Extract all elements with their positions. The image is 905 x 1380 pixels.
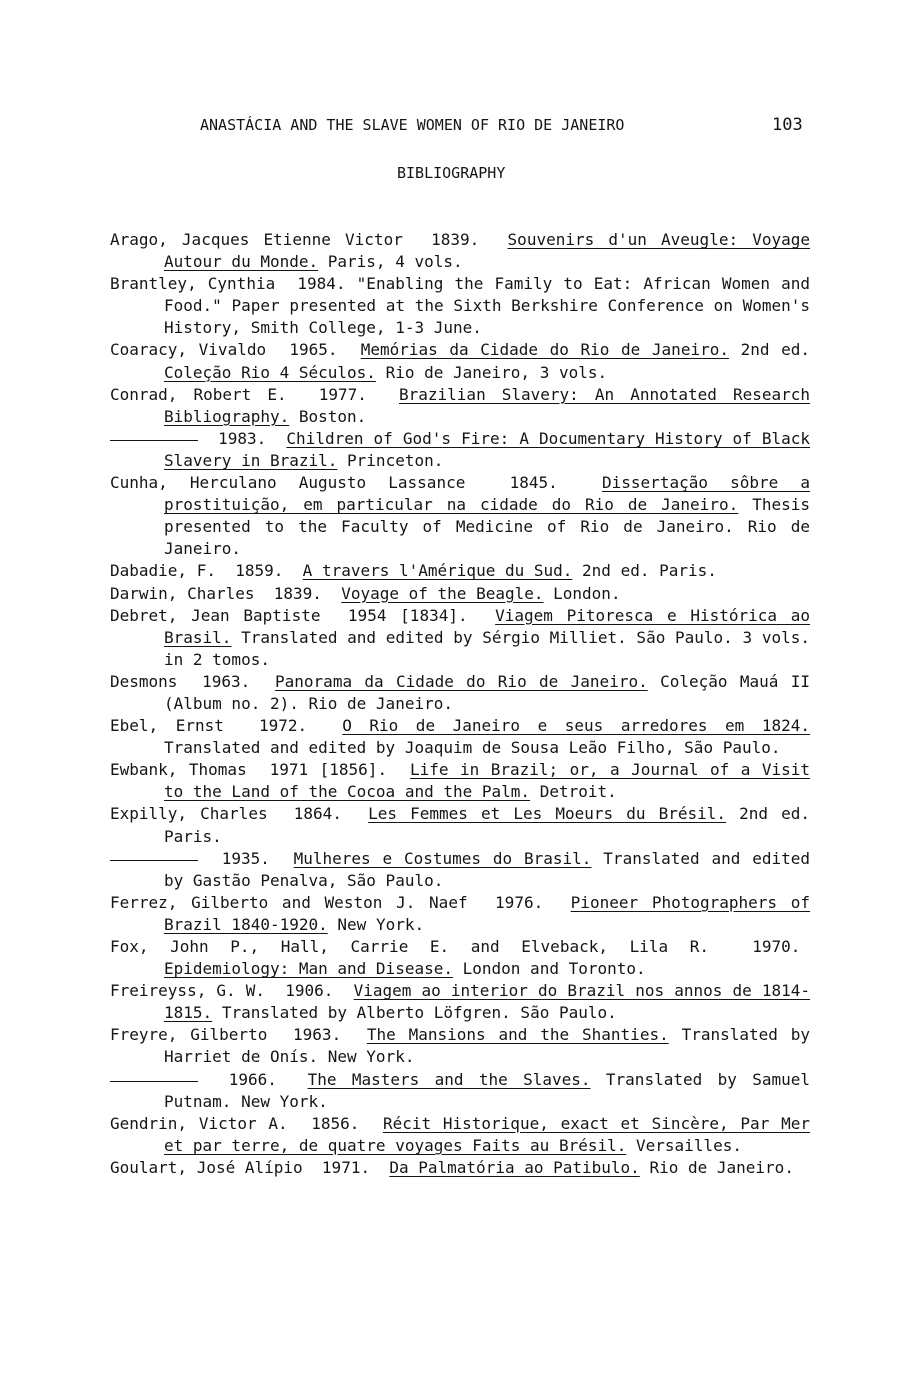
entry-title: O Rio de Janeiro e seus arredores em 1824. [342,716,811,736]
bibliography-entry [110,759,810,803]
entry-title: Voyage of the Beagle. [341,583,544,603]
entry-author: Desmons [110,671,178,691]
entry-series-title: Coleção Rio 4 Séculos. [164,362,376,382]
entry-year: 1906. [285,981,334,1001]
repeated-author-dash [110,860,198,861]
bibliography-entry [110,936,810,980]
entry-title: Children of God's Fire: A Documentary History of Black Slavery in Brazil. [164,428,811,470]
entry-title: Da Palmatória ao Patibulo. [389,1157,640,1177]
bibliography-entry [110,671,810,715]
entry-publication: "Enabling the Family to Eat: African Women and Food." Paper presented at the Sixth Berkshire Conference on Women's History, Smith College, 1-3 June. [164,274,810,338]
entry-publication: Versailles. [636,1135,742,1155]
entry-title: Panorama da Cidade do Rio de Janeiro. [275,671,648,691]
bibliography-entry [110,848,810,892]
repeated-author-dash [110,1081,198,1082]
entry-year: 1859. [235,561,284,581]
entry-publication: Translated and edited by Joaquim de Sousa Leão Filho, São Paulo. [164,738,781,758]
entry-publication: 2nd ed. Paris. [164,804,811,846]
bibliography-entry [110,273,810,339]
entry-title: Dissertação sôbre a prostituição, em particular na cidade do Rio de Janeiro. [164,473,811,515]
entry-author: Debret, Jean Baptiste [110,605,321,625]
entry-year: 1839. [431,230,480,249]
entry-publication: Translated and edited by Sérgio Milliet. São Paulo. 3 vols. in 2 tomos. [164,627,810,669]
entry-year: 1970. [752,937,801,956]
bibliography-entry [110,980,810,1024]
entry-edition: 2nd ed. [740,340,810,360]
entry-year: 1864. [293,804,342,824]
entry-author: Coaracy, Vivaldo [110,340,267,360]
entry-title: Epidemiology: Man and Disease. [164,959,453,979]
entry-title: The Masters and the Slaves. [307,1069,591,1089]
entry-author: Conrad, Robert E. [110,384,287,404]
entry-author: Freireyss, G. W. [110,981,266,1001]
entry-publication: Rio de Janeiro. [649,1157,794,1177]
entry-year: 1972. [258,716,308,736]
entry-author: Ewbank, Thomas [110,760,247,780]
entry-title: Pioneer Photographers of Brazil 1840-1920. [164,892,811,934]
bibliography-entry [110,583,810,605]
entry-year: 1954 [1834]. [347,605,468,625]
entry-year: 1965. [289,340,338,360]
entry-title: Viagem ao interior do Brazil nos annos de 1814-1815. [164,981,811,1023]
bibliography-entry [110,803,810,847]
entry-year: 1971 [1856]. [269,760,388,780]
entry-publication: 2nd ed. Paris. [582,561,717,581]
entry-title: A travers l'Amérique du Sud. [302,561,573,581]
entry-author: Dabadie, F. [110,561,216,581]
bibliography-entry [110,1113,810,1157]
entry-year: 1963. [202,671,251,691]
entry-author: Goulart, José Alípio [110,1157,303,1177]
bibliography-entry [110,560,810,582]
bibliography-entry [110,715,810,759]
entry-title: Mulheres e Costumes do Brasil. [293,848,592,868]
entry-title: Les Femmes et Les Moeurs du Brésil. [368,804,727,824]
entry-title: The Mansions and the Shanties. [366,1025,669,1045]
entry-publication: Translated by Harriet de Onís. New York. [164,1025,810,1067]
bibliography-entry [110,339,810,383]
bibliography-entry [110,605,810,671]
bibliography-entry [110,472,810,560]
entry-year: 1984. [297,274,346,294]
entry-publication: New York. [337,914,425,934]
entry-title: Life in Brazil; or, a Journal of a Visit to the Land of the Cocoa and the Palm. [164,760,811,802]
entry-author: Fox, John P., Hall, Carrie E. and Elveback, Lila R. [110,937,709,956]
bibliography-entry [110,229,810,273]
entry-year: 1845. [509,473,558,493]
entry-year: 1963. [293,1025,342,1045]
entry-author: Ferrez, Gilberto and Weston J. Naef [110,892,468,912]
entry-year: 1976. [495,892,544,912]
bibliography-entry [110,1157,810,1179]
entry-year: 1971. [321,1157,371,1177]
entry-author: Arago, Jacques Etienne Victor [110,230,403,249]
entry-year: 1856. [311,1113,360,1133]
entry-author: Expilly, Charles [110,804,268,824]
entry-publication: Translated by Alberto Löfgren. São Paulo. [221,1003,617,1023]
bibliography-entry [110,1024,810,1068]
entry-title: Memórias da Cidade do Rio de Janeiro. [360,340,729,360]
bibliography-entry [110,428,810,472]
entry-publication: Paris, 4 vols. [327,252,463,272]
entry-publication: Princeton. [347,450,444,470]
entry-author: Brantley, Cynthia [110,274,276,294]
entry-publication: Boston. [298,406,367,426]
page-number: 103 [772,115,803,135]
entry-title: Récit Historique, exact et Sincère, Par Mer et par terre, de quatre voyages Faits au Brésil. [164,1113,810,1155]
entry-year: 1977. [318,384,367,404]
entry-year: 1935. [221,848,270,868]
entry-author: Darwin, Charles [110,583,255,603]
section-title: BIBLIOGRAPHY [397,164,506,182]
repeated-author-dash [110,440,198,441]
entry-author: Freyre, Gilberto [110,1025,268,1045]
entry-year: 1983. [218,428,267,448]
entry-title: Viagem Pitoresca e Histórica ao Brasil. [164,605,811,647]
running-head-title: ANASTÁCIA AND THE SLAVE WOMEN OF RIO DE JANEIRO [200,116,625,134]
entry-publication: Rio de Janeiro, 3 vols. [385,362,608,382]
entry-publication: Coleção Mauá II (Album no. 2). Rio de Janeiro. [164,671,811,713]
entry-publication: Translated by Samuel Putnam. New York. [164,1069,810,1111]
entry-title: Brazilian Slavery: An Annotated Research Bibliography. [164,384,810,426]
entry-publication: Detroit. [539,782,617,802]
bibliography-list [110,229,810,1179]
entry-author: Ebel, Ernst [110,716,224,736]
entry-publication: Thesis presented to the Faculty of Medicine of Rio de Janeiro. Rio de Janeiro. [164,495,810,559]
bibliography-entry [110,1069,810,1113]
entry-author: Cunha, Herculano Augusto Lassance [110,473,466,493]
entry-publication: London. [553,583,621,603]
entry-publication: Translated and edited by Gastão Penalva, São Paulo. [164,848,811,890]
bibliography-entry [110,892,810,936]
bibliography-entry [110,384,810,428]
entry-year: 1966. [228,1069,277,1089]
entry-author: Gendrin, Victor A. [110,1113,288,1133]
entry-year: 1839. [273,583,322,603]
entry-title: Souvenirs d'un Aveugle: Voyage Autour du Monde. [164,230,811,272]
entry-publication: London and Toronto. [462,959,646,979]
